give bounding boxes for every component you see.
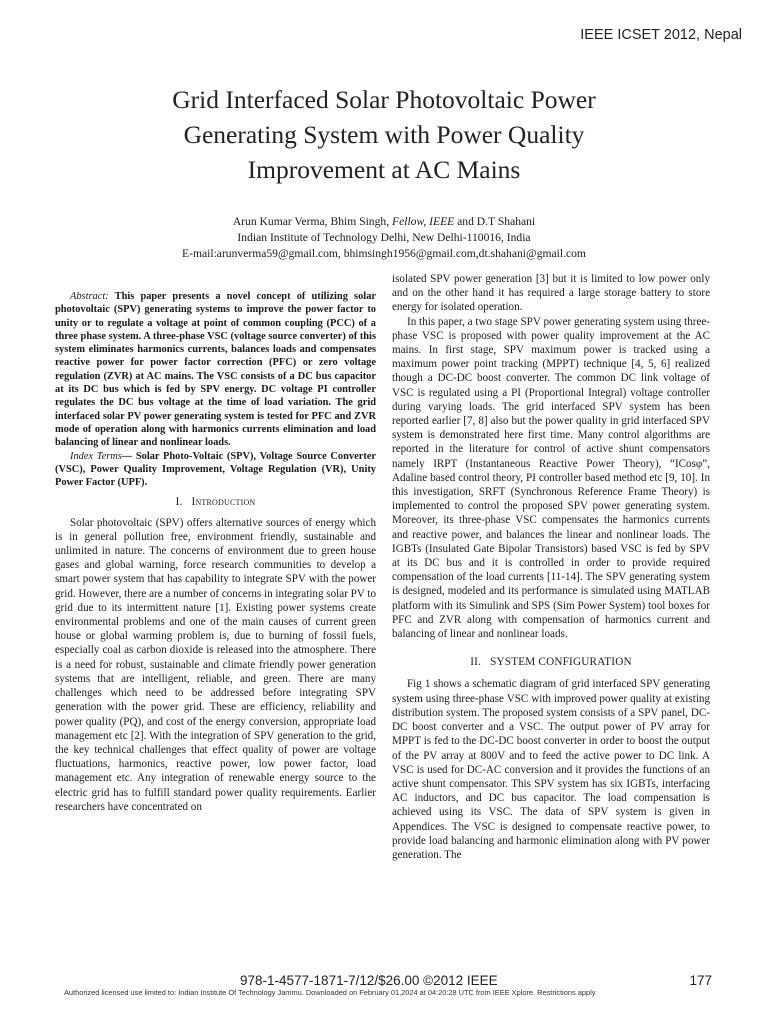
author-names-b: and D.T Shahani: [454, 215, 536, 228]
author-names-a: Arun Kumar Verma, Bhim Singh,: [232, 215, 392, 228]
system-configuration-paragraph: Fig 1 shows a schematic diagram of grid interfaced SPV generating system using three-phase VSC with improved power quality at existing distribution system. The proposed system consists of a SPV panel, DC-DC boost converter and a VSC. The output power of PV array for MPPT is fed to the DC-DC boost converter in order to boost the output of the PV array at 800V and to feed the active power to DC link. A VSC is used for DC-AC conversion and it provides the functions of an active shunt compensator. This SPV system has six IGBTs, interfacing AC inductors, and DC bus capacitor. The load compensation is achieved using its VSC. The data of SPV system is given in Appendices. The VSC is designed to compensate reactive power, to provide load balancing and harmonic elimination along with PV power generation. The: [392, 678, 710, 861]
index-terms: [55, 450, 376, 490]
author-email: E-mail:arunverma59@gmail.com, bhimsingh1956@gmail.com,dt.shahani@gmail.com: [182, 247, 586, 260]
abstract: [55, 290, 376, 450]
right-column: [392, 272, 710, 862]
abstract-label: Abstract:: [70, 291, 109, 302]
author-names: [60, 214, 708, 230]
footer-isbn: 978-1-4577-1871-7/12/$26.00 ©2012 IEEE: [240, 973, 498, 988]
section-heading-system-configuration: [392, 655, 710, 669]
author-affiliation: Indian Institute of Technology Delhi, New Delhi-110016, India: [237, 231, 531, 244]
introduction-paragraph: Solar photovoltaic (SPV) offers alternative sources of energy which is in general pollution free, environment friendly, sustainable and unlimited in nature. The concerns of environment due to green house gases and global warning, force research communities to develop a smart power system that has capability to integrate SPV with the power grid. However, there are a number of concerns in integrating solar PV to grid due to its intermittent nature [1]. Existing power systems create environmental problems and one of the main causes of current green house or global warming problem is, due to burning of fossil fuels, especially coal as carbon dioxide is released into the atmosphere. There is a need for robust, sustainable and climate friendly power generation systems that are intelligent, reliable, and green. There are many challenges which need to be addressed before integrating SPV generation with the power grid. These are efficiency, reliability and power quality (PQ), and cost of the energy conversion, appropriate load management etc [2]. With the integration of SPV generation to the grid, the key technical challenges that effect quality of power are voltage fluctuations, harmonics, reactive power, low power factor, load management etc. Any integration of renewable energy source to the electric grid has to fulfill standard power quality requirements. Earlier researchers have concentrated on: [55, 516, 376, 813]
continued-paragraph: isolated SPV power generation [3] but it is limited to low power only and on the other hand it has required a large storage battery to store energy for isolated operation.: [392, 273, 710, 314]
author-block: [60, 214, 708, 262]
left-column: [55, 290, 376, 814]
section-heading-introduction: [55, 495, 376, 509]
paper-overview-paragraph: In this paper, a two stage SPV power generating system using three-phase VSC is proposed with power quality improvement at the AC mains. In first stage, SPV maximum power is tracked using a maximum power point tracking (MPPT) technique [4, 5, 6] realized though a DC-DC boost converter. The common DC link voltage of VSC is regulated using a PI (Proportional Integral) voltage controller during varying loads. The grid interfaced SPV system has been reported earlier [7, 8] also but the power quality in grid interfaced SPV system is demonstrated here first time. Many control algorithms are reported in the literature for control of active shunt compensators namely IRPT (Instantaneous Reactive Power Theory), “ICosφ”, Adaline based control theory, PI controller based method etc [9, 10]. In this investigation, SRFT (Synchronous Reference Frame Theory) is implemented to control the proposed SPV power generating system. Moreover, its three-phase VSC compensates the harmonics currents and reactive power, and balances the linear and nonlinear loads. The IGBTs (Insulated Gate Bipolar Transistors) based VSC is fed by SPV at its DC bus and it is controlled in order to provide required compensation of the load currents [11-14]. The SPV generating system is designed, modeled and its performance is simulated using MATLAB platform with its Simulink and SPS (Sim Power System) tool boxes for PFC and ZVR along with compensation of harmonics current and balancing of linear and nonlinear loads.: [392, 315, 710, 641]
title-line-2: Generating System with Power Quality: [183, 120, 585, 149]
index-terms-text: — Solar Photo-Voltaic (SPV), Voltage Source Converter (VSC), Power Quality Improvement, Voltage Regulation (VR), Unity Power Factor (UPF).: [55, 450, 377, 489]
section-2-number: II.: [470, 656, 482, 669]
page-number: 177: [689, 973, 712, 988]
section-2-title: SYSTEM CONFIGURATION: [490, 656, 632, 669]
paper-title: [60, 82, 708, 187]
section-1-title: Introduction: [191, 496, 256, 509]
conference-header: IEEE ICSET 2012, Nepal: [580, 27, 742, 43]
abstract-text: This paper presents a novel concept of utilizing solar photovoltaic (SPV) generating systems to improve the power factor to unity or to regulate a voltage at point of common coupling (PCC) of a three phase system. A three-phase VSC (voltage source converter) of this system eliminates harmonics currents, balances loads and compensates reactive power for power factor correction (PFC) or zero voltage regulation (ZVR) at AC mains. The VSC consists of a DC bus capacitor at its DC bus which is fed by SPV energy. DC voltage PI controller regulates the DC bus voltage at the time of load variation. The grid interfaced solar PV power generating system is tested for PFC and ZVR mode of operation along with harmonics currents elimination and load balancing of linear and nonlinear loads.: [55, 291, 376, 449]
title-line-1: Grid Interfaced Solar Photovoltaic Power: [172, 85, 596, 114]
index-terms-label: Index Terms: [70, 450, 122, 462]
title-line-3: Improvement at AC Mains: [247, 155, 521, 184]
section-1-number: I.: [175, 496, 183, 509]
author-fellow: Fellow, IEEE: [392, 215, 455, 228]
license-notice: Authorized licensed use limited to: Indian Institute Of Technology Jammu. Downloaded on February 01,2024 at 04:20:28 UTC from IEEE Xplore. Restrictions apply.: [64, 988, 597, 997]
